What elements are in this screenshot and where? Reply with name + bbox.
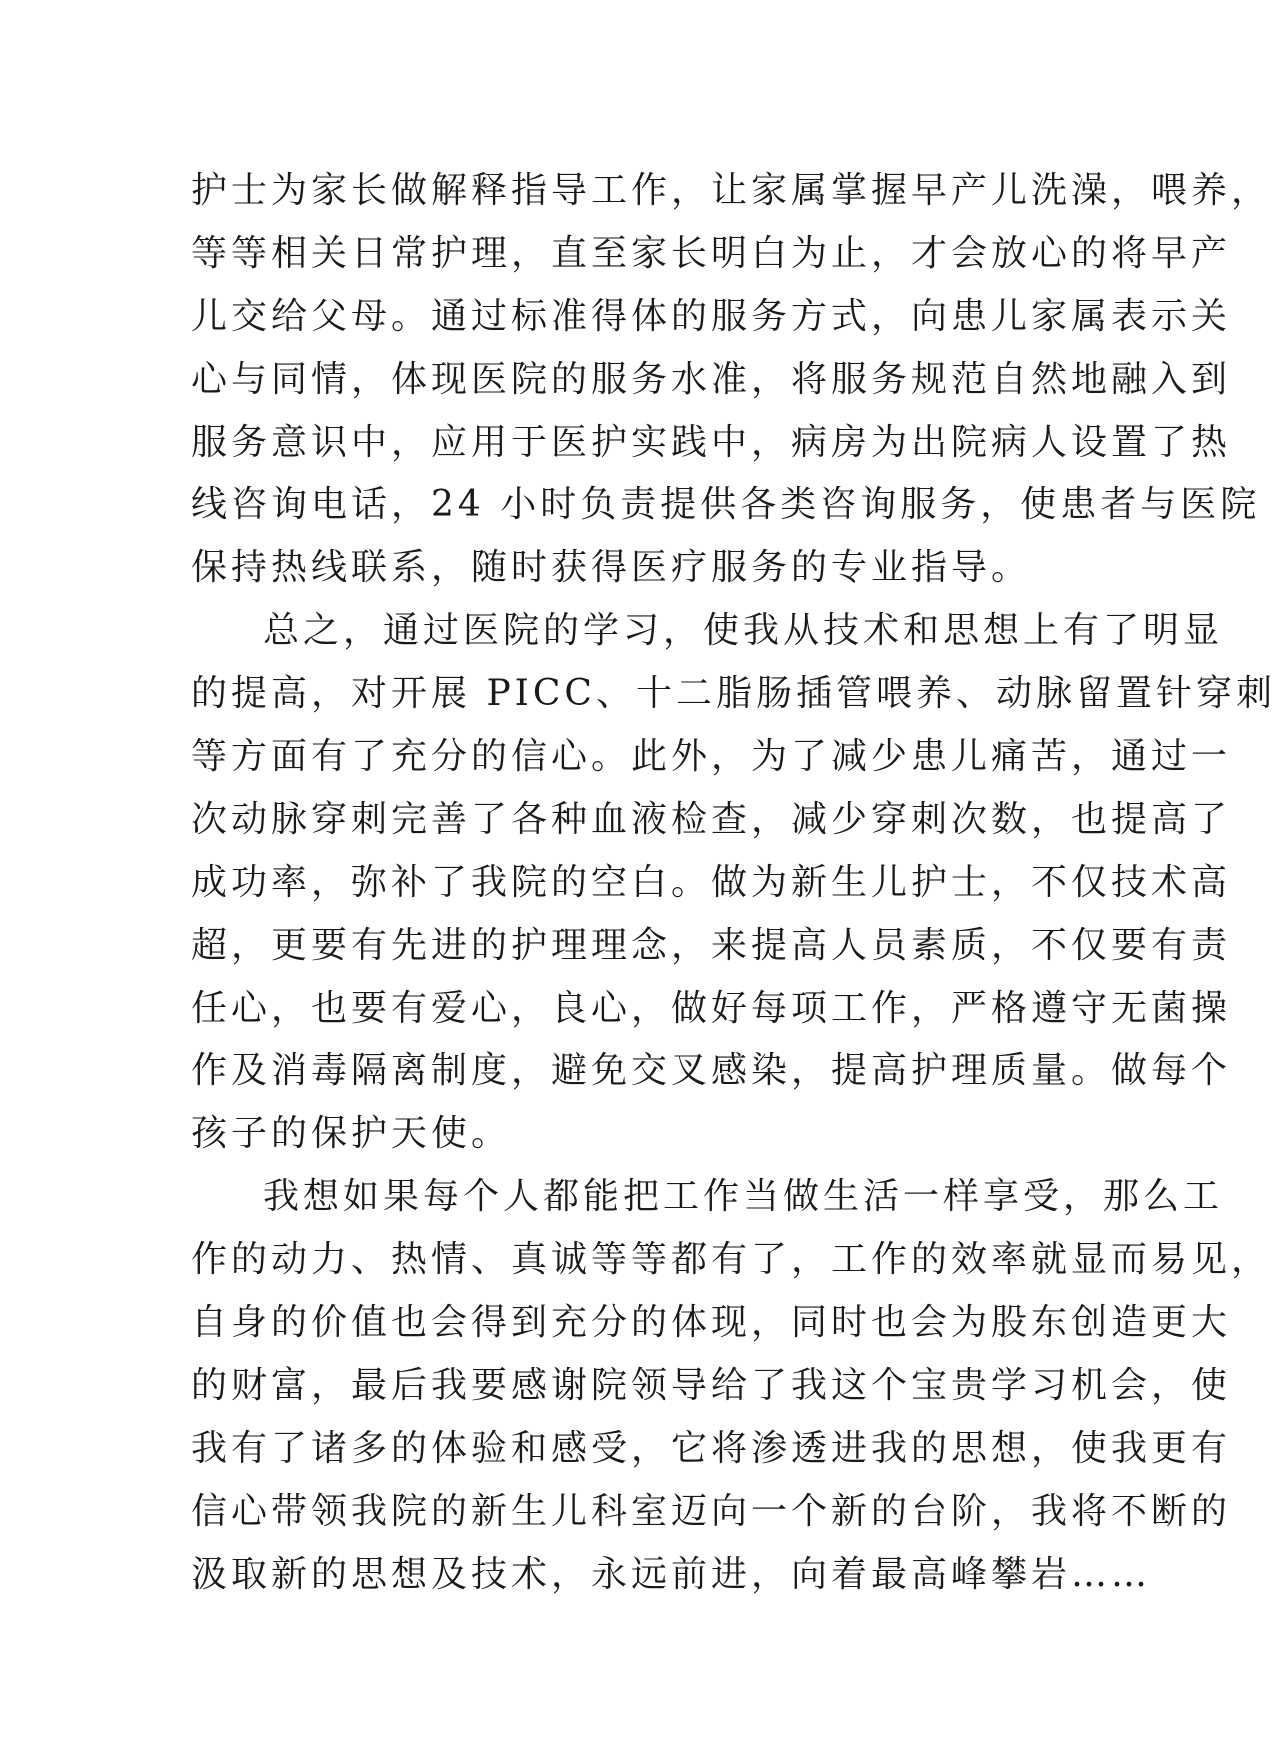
paragraph-line: 的财富，最后我要感谢院领导给了我这个宝贵学习机会，使 [191,1364,1232,1406]
paragraph-line: 自身的价值也会得到充分的体现，同时也会为股东创造更大 [191,1302,1232,1344]
paragraph-line: 总之，通过医院的学习，使我从技术和思想上有了明显 [263,610,1224,652]
paragraph-line: 等方面有了充分的信心。此外，为了减少患儿痛苦，通过一 [191,736,1232,778]
paragraph-line: 信心带领我院的新生儿科室迈向一个新的台阶，我将不断的 [191,1490,1232,1532]
paragraph-line: 护士为家长做解释指导工作，让家属掌握早产儿洗澡，喂养， [191,170,1272,211]
paragraph-line: 我有了诸多的体验和感受，它将渗透进我的思想，使我更有 [191,1427,1232,1469]
document-body [191,160,1276,1606]
paragraph-line: 保持热线联系，随时获得医疗服务的专业指导。 [191,547,1032,589]
paragraph-line: 线咨询电话，24 小时负责提供各类咨询服务，使患者与医院 [191,484,1261,526]
paragraph-line: 的提高，对开展 PICC、十二脂肠插管喂养、动脉留置针穿刺 [191,673,1276,715]
paragraph-line: 服务意识中，应用于医护实践中，病房为出院病人设置了热 [191,421,1232,463]
paragraph-line: 超，更要有先进的护理理念，来提高人员素质，不仅要有责 [191,924,1232,966]
paragraph-line: 孩子的保护天使。 [191,1113,512,1155]
paragraph-3 [191,1166,1272,1606]
paragraph-2 [191,600,1276,1166]
paragraph-line: 我想如果每个人都能把工作当做生活一样享受，那么工 [263,1176,1224,1218]
paragraph-line: 作及消毒隔离制度，避免交叉感染，提高护理质量。做每个 [191,1050,1232,1092]
paragraph-line: 成功率，弥补了我院的空白。做为新生儿护士，不仅技术高 [191,861,1232,903]
paragraph-line: 汲取新的思想及技术，永远前进，向着最高峰攀岩…… [191,1553,1152,1595]
paragraph-line: 儿交给父母。通过标准得体的服务方式，向患儿家属表示关 [191,295,1232,337]
paragraph-line: 任心，也要有爱心，良心，做好每项工作，严格遵守无菌操 [191,987,1232,1029]
paragraph-1 [191,160,1272,600]
paragraph-line: 心与同情，体现医院的服务水准，将服务规范自然地融入到 [191,358,1232,400]
paragraph-line: 等等相关日常护理，直至家长明白为止，才会放心的将早产 [191,232,1232,274]
paragraph-line: 次动脉穿刺完善了各种血液检查，减少穿刺次数，也提高了 [191,798,1232,840]
paragraph-line: 作的动力、热情、真诚等等都有了，工作的效率就显而易见， [191,1239,1272,1281]
